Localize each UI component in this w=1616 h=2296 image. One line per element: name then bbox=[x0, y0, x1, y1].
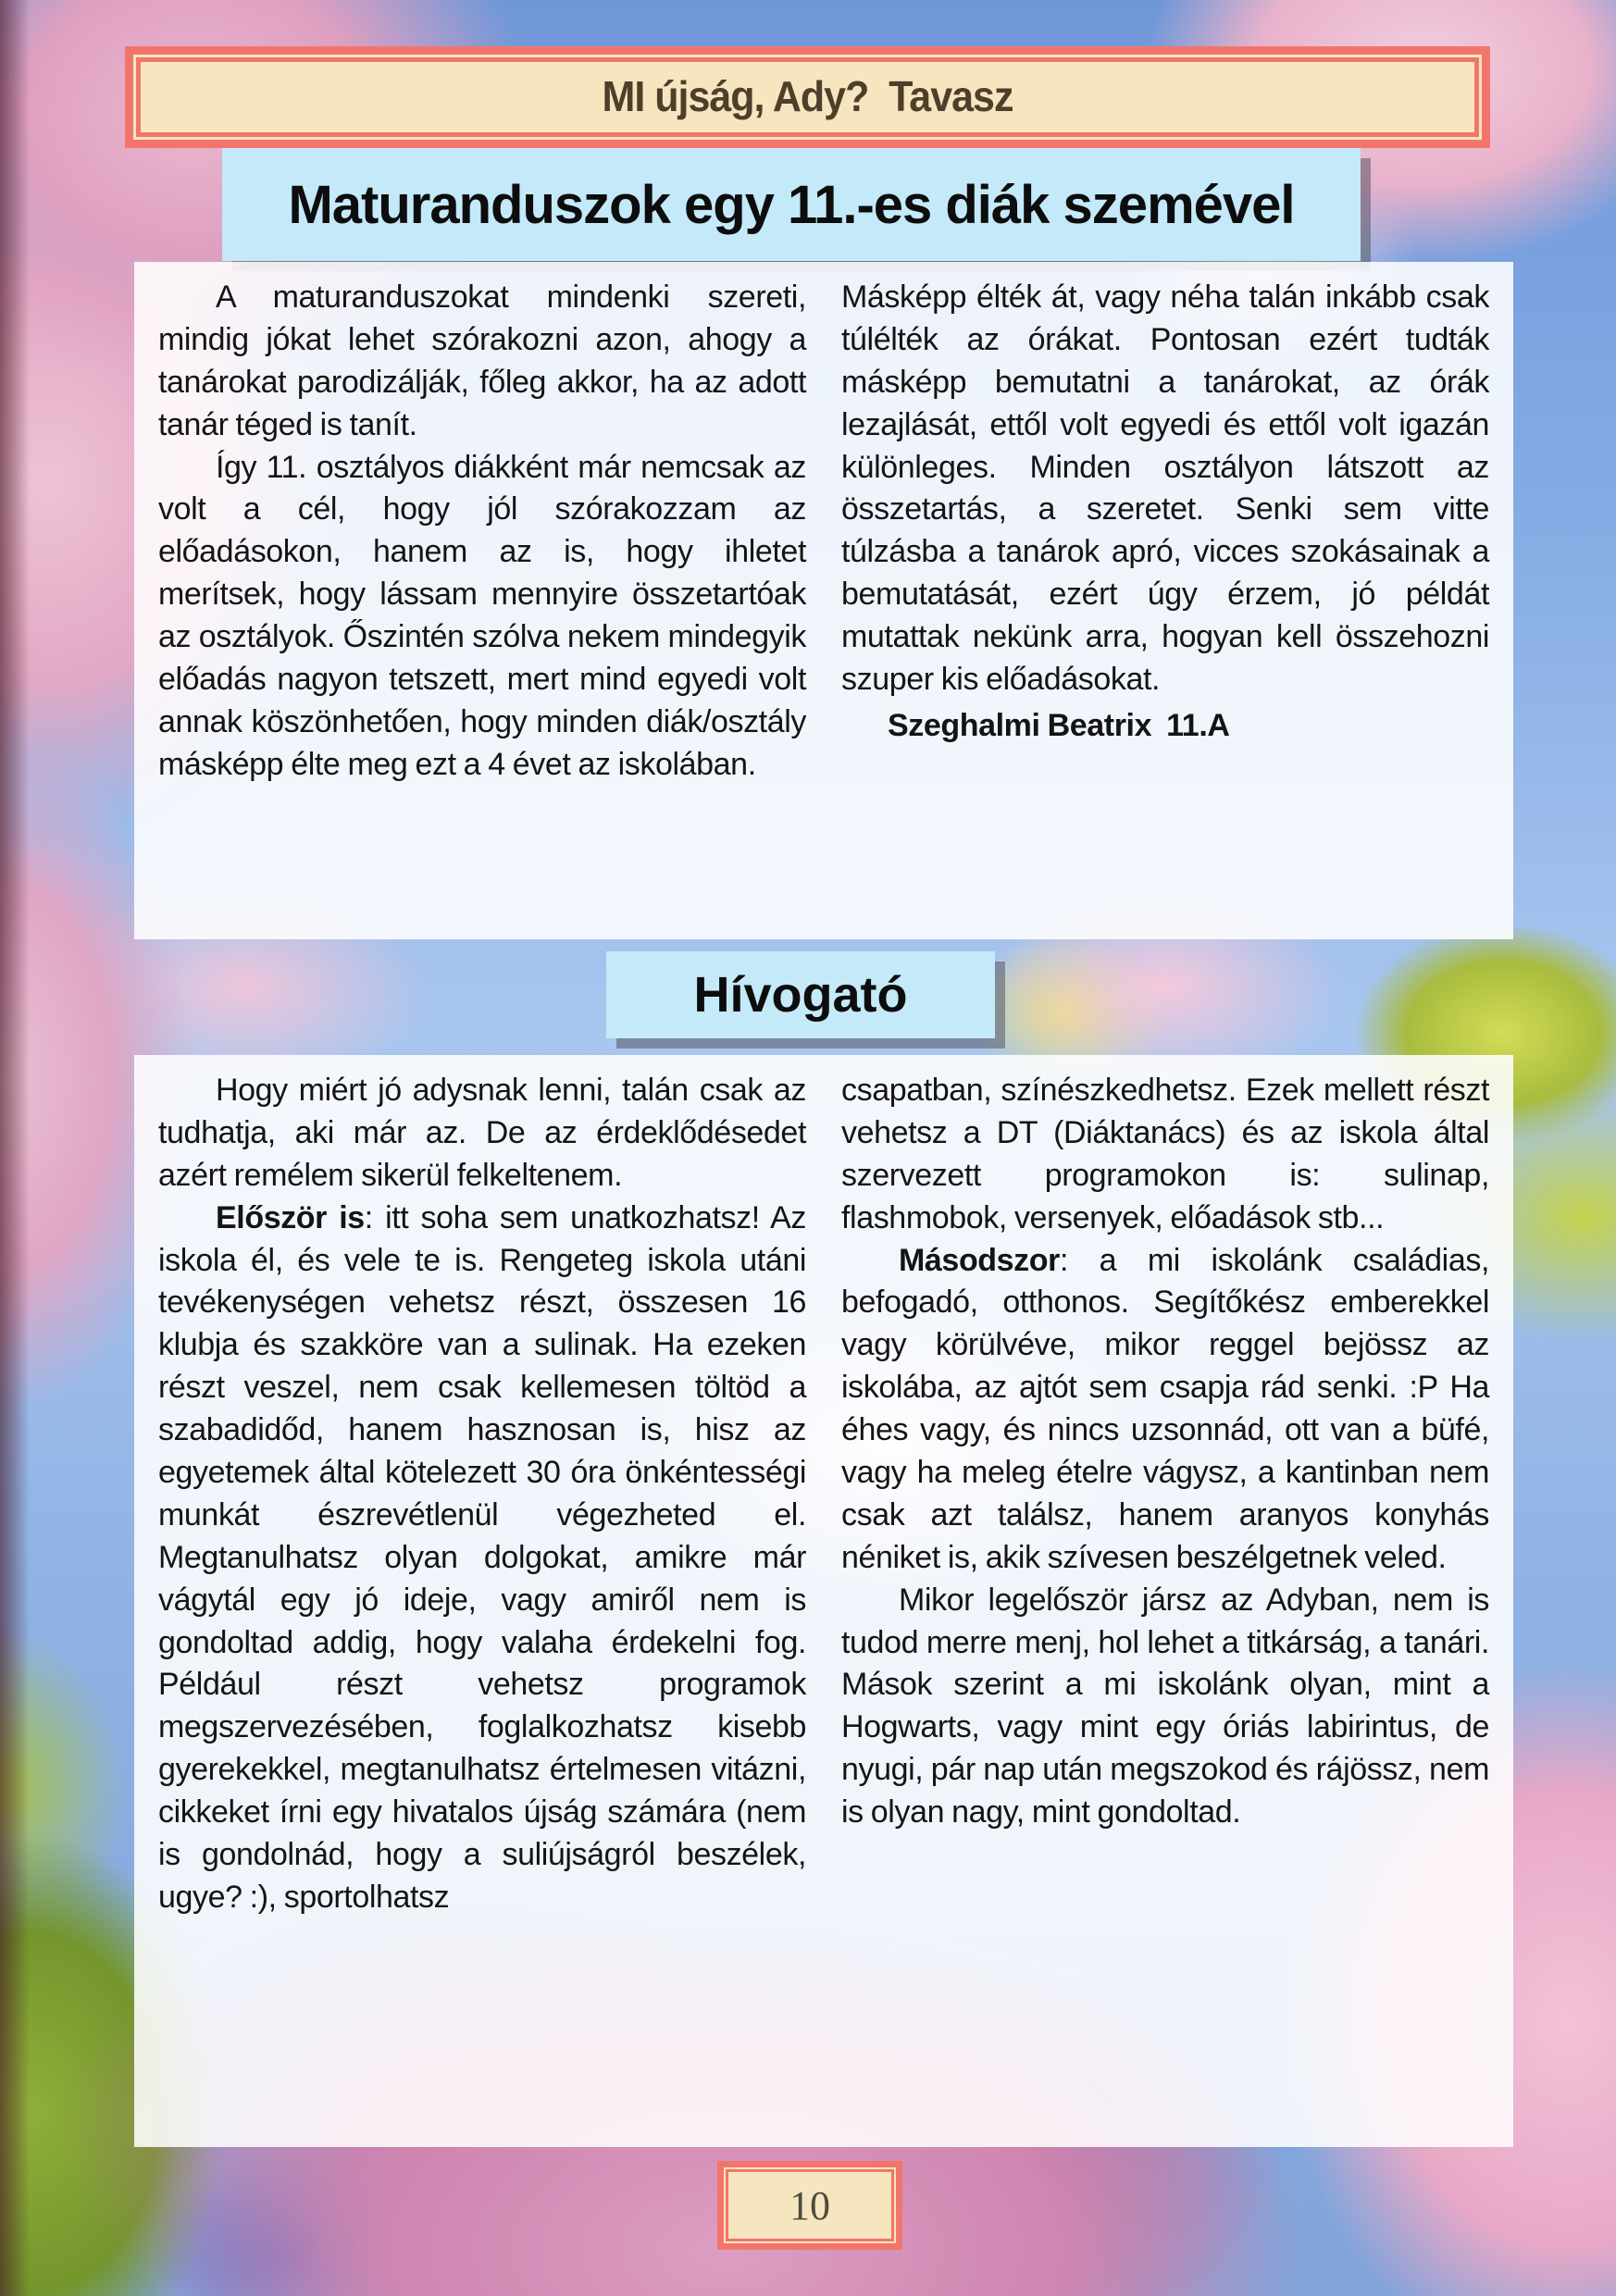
paragraph-bold-text: Szeghalmi Beatrix 11.A bbox=[888, 707, 1230, 743]
paragraph-text: A maturanduszokat mindenki szereti, mindig jókat lehet szórakozni azon, ahogy a tanárokat parodizálják, főleg akkor, ha az adott tanár téged is tanít. bbox=[158, 279, 806, 442]
article-1-column-1 bbox=[158, 277, 806, 925]
paragraph-bold-text: Először is bbox=[216, 1199, 365, 1235]
paragraph-bold-text: Másodszor bbox=[899, 1242, 1060, 1278]
page-number-box bbox=[717, 2161, 902, 2250]
paragraph-text: Mikor legelőször jársz az Adyban, nem is tudod merre menj, hol lehet a titkárság, a tanári. Mások szerint a mi iskolánk olyan, mint a Hogwarts, vagy mint egy óriás labirintus, de nyugi, pár nap után megszokod és rájössz, nem is olyan nagy, mint gondoltad. bbox=[841, 1582, 1489, 1831]
paragraph-text: Így 11. osztályos diákként már nemcsak az volt a cél, hogy jól szórakozzam az előadásokon, hanem az is, hogy ihletet merítsek, hogy lássam mennyire összetartóak az osztályok. Őszintén szólva nekem mindegyik előadás nagyon tetszett, mert mind egyedi volt annak köszönhetően, hogy minden diák/osztály másképp élte meg ezt a 4 évet az iskolában. bbox=[158, 449, 806, 782]
article-2-title-box bbox=[606, 951, 995, 1038]
article-1-column-2 bbox=[841, 277, 1489, 925]
article-1-title: Maturanduszok egy 11.-es diák szemével bbox=[288, 174, 1295, 235]
paragraph-text: : itt soha sem unatkozhatsz! Az iskola él, és vele te is. Rengeteg iskola utáni tevékenységen vehetsz részt, összesen 16 klubja és szakköre van a sulinak. Ha ezeken részt veszel, nem csak kellemesen töltöd a szabadidőd, hanem hasznosan is, hisz az egyetemek által kötelezett 30 óra önkéntességi munkát észrevétlenül végezheted el. Megtanulhatsz olyan dolgokat, amikre már vágytál egy jó ideje, vagy amiről nem is gondoltad addig, hogy valaha érdekelni fog. Például részt vehetsz programok megszervezésében, foglalkozhatsz kisebb gyerekekkel, megtanulhatsz értelmesen vitázni, cikkeket írni egy hivatalos újság számára (nem is gondolnád, hogy a suliújságról beszélek, ugye? :), sportolhatsz bbox=[158, 1199, 807, 1915]
article-paragraph bbox=[158, 1070, 806, 1198]
article-paragraph bbox=[841, 1580, 1489, 1834]
article-2-column-1 bbox=[158, 1070, 806, 2132]
page-number-inner-frame bbox=[724, 2167, 896, 2243]
article-2-column-2 bbox=[841, 1070, 1489, 2132]
article-paragraph bbox=[841, 1240, 1489, 1580]
article-byline bbox=[841, 705, 1489, 748]
masthead-inner-frame bbox=[133, 55, 1482, 140]
article-paragraph bbox=[158, 277, 806, 447]
page-number: 10 bbox=[789, 2182, 830, 2228]
masthead-title: MI újság, Ady? Tavasz bbox=[602, 72, 1013, 121]
article-paragraph bbox=[841, 277, 1489, 701]
article-paragraph bbox=[158, 1198, 806, 1919]
masthead-bar bbox=[125, 46, 1490, 148]
article-paragraph bbox=[841, 1070, 1489, 1240]
article-paragraph bbox=[158, 447, 806, 787]
article-1-panel bbox=[134, 262, 1513, 939]
paragraph-text: : a mi iskolánk családias, befogadó, otthonos. Segítőkész emberekkel vagy körülvéve, mikor reggel bejössz az iskolába, az ajtót sem csapja rád senki. :P Ha éhes vagy, és nincs uzsonnád, ott van a büfé, vagy ha meleg ételre vágysz, a kantinban nem csak azt találsz, hanem aranyos konyhás néniket is, akik szívesen beszélgetnek veled. bbox=[841, 1242, 1489, 1575]
paragraph-text: csapatban, színészkedhetsz. Ezek mellett részt vehetsz a DT (Diáktanács) és az iskola által szervezett programokon is: sulinap, flashmobok, versenyek, előadások stb... bbox=[841, 1073, 1489, 1235]
page-number-cream-fill bbox=[728, 2172, 891, 2239]
article-2-panel bbox=[134, 1055, 1513, 2147]
article-1-title-box bbox=[222, 148, 1361, 261]
article-2-title: Hívogató bbox=[693, 967, 908, 1023]
paragraph-text: Hogy miért jó adysnak lenni, talán csak az tudhatja, aki már az. De az érdeklődésedet azért remélem sikerül felkeltenem. bbox=[158, 1073, 806, 1193]
masthead-cream-fill bbox=[141, 62, 1474, 132]
paragraph-text: Másképp élték át, vagy néha talán inkább csak túlélték az órákat. Pontosan ezért tudták másképp bemutatni a tanárokat, az órák lezajlását, ettől volt egyedi és ettől volt igazán különleges. Minden osztályon látszott az összetartás, a szeretet. Senki sem vitte túlzásba a tanárok apró, vicces szokásainak a bemutatását, ezért úgy érzem, jó példát mutattak nekünk arra, hogyan kell összehozni szuper kis előadásokat. bbox=[841, 279, 1489, 698]
